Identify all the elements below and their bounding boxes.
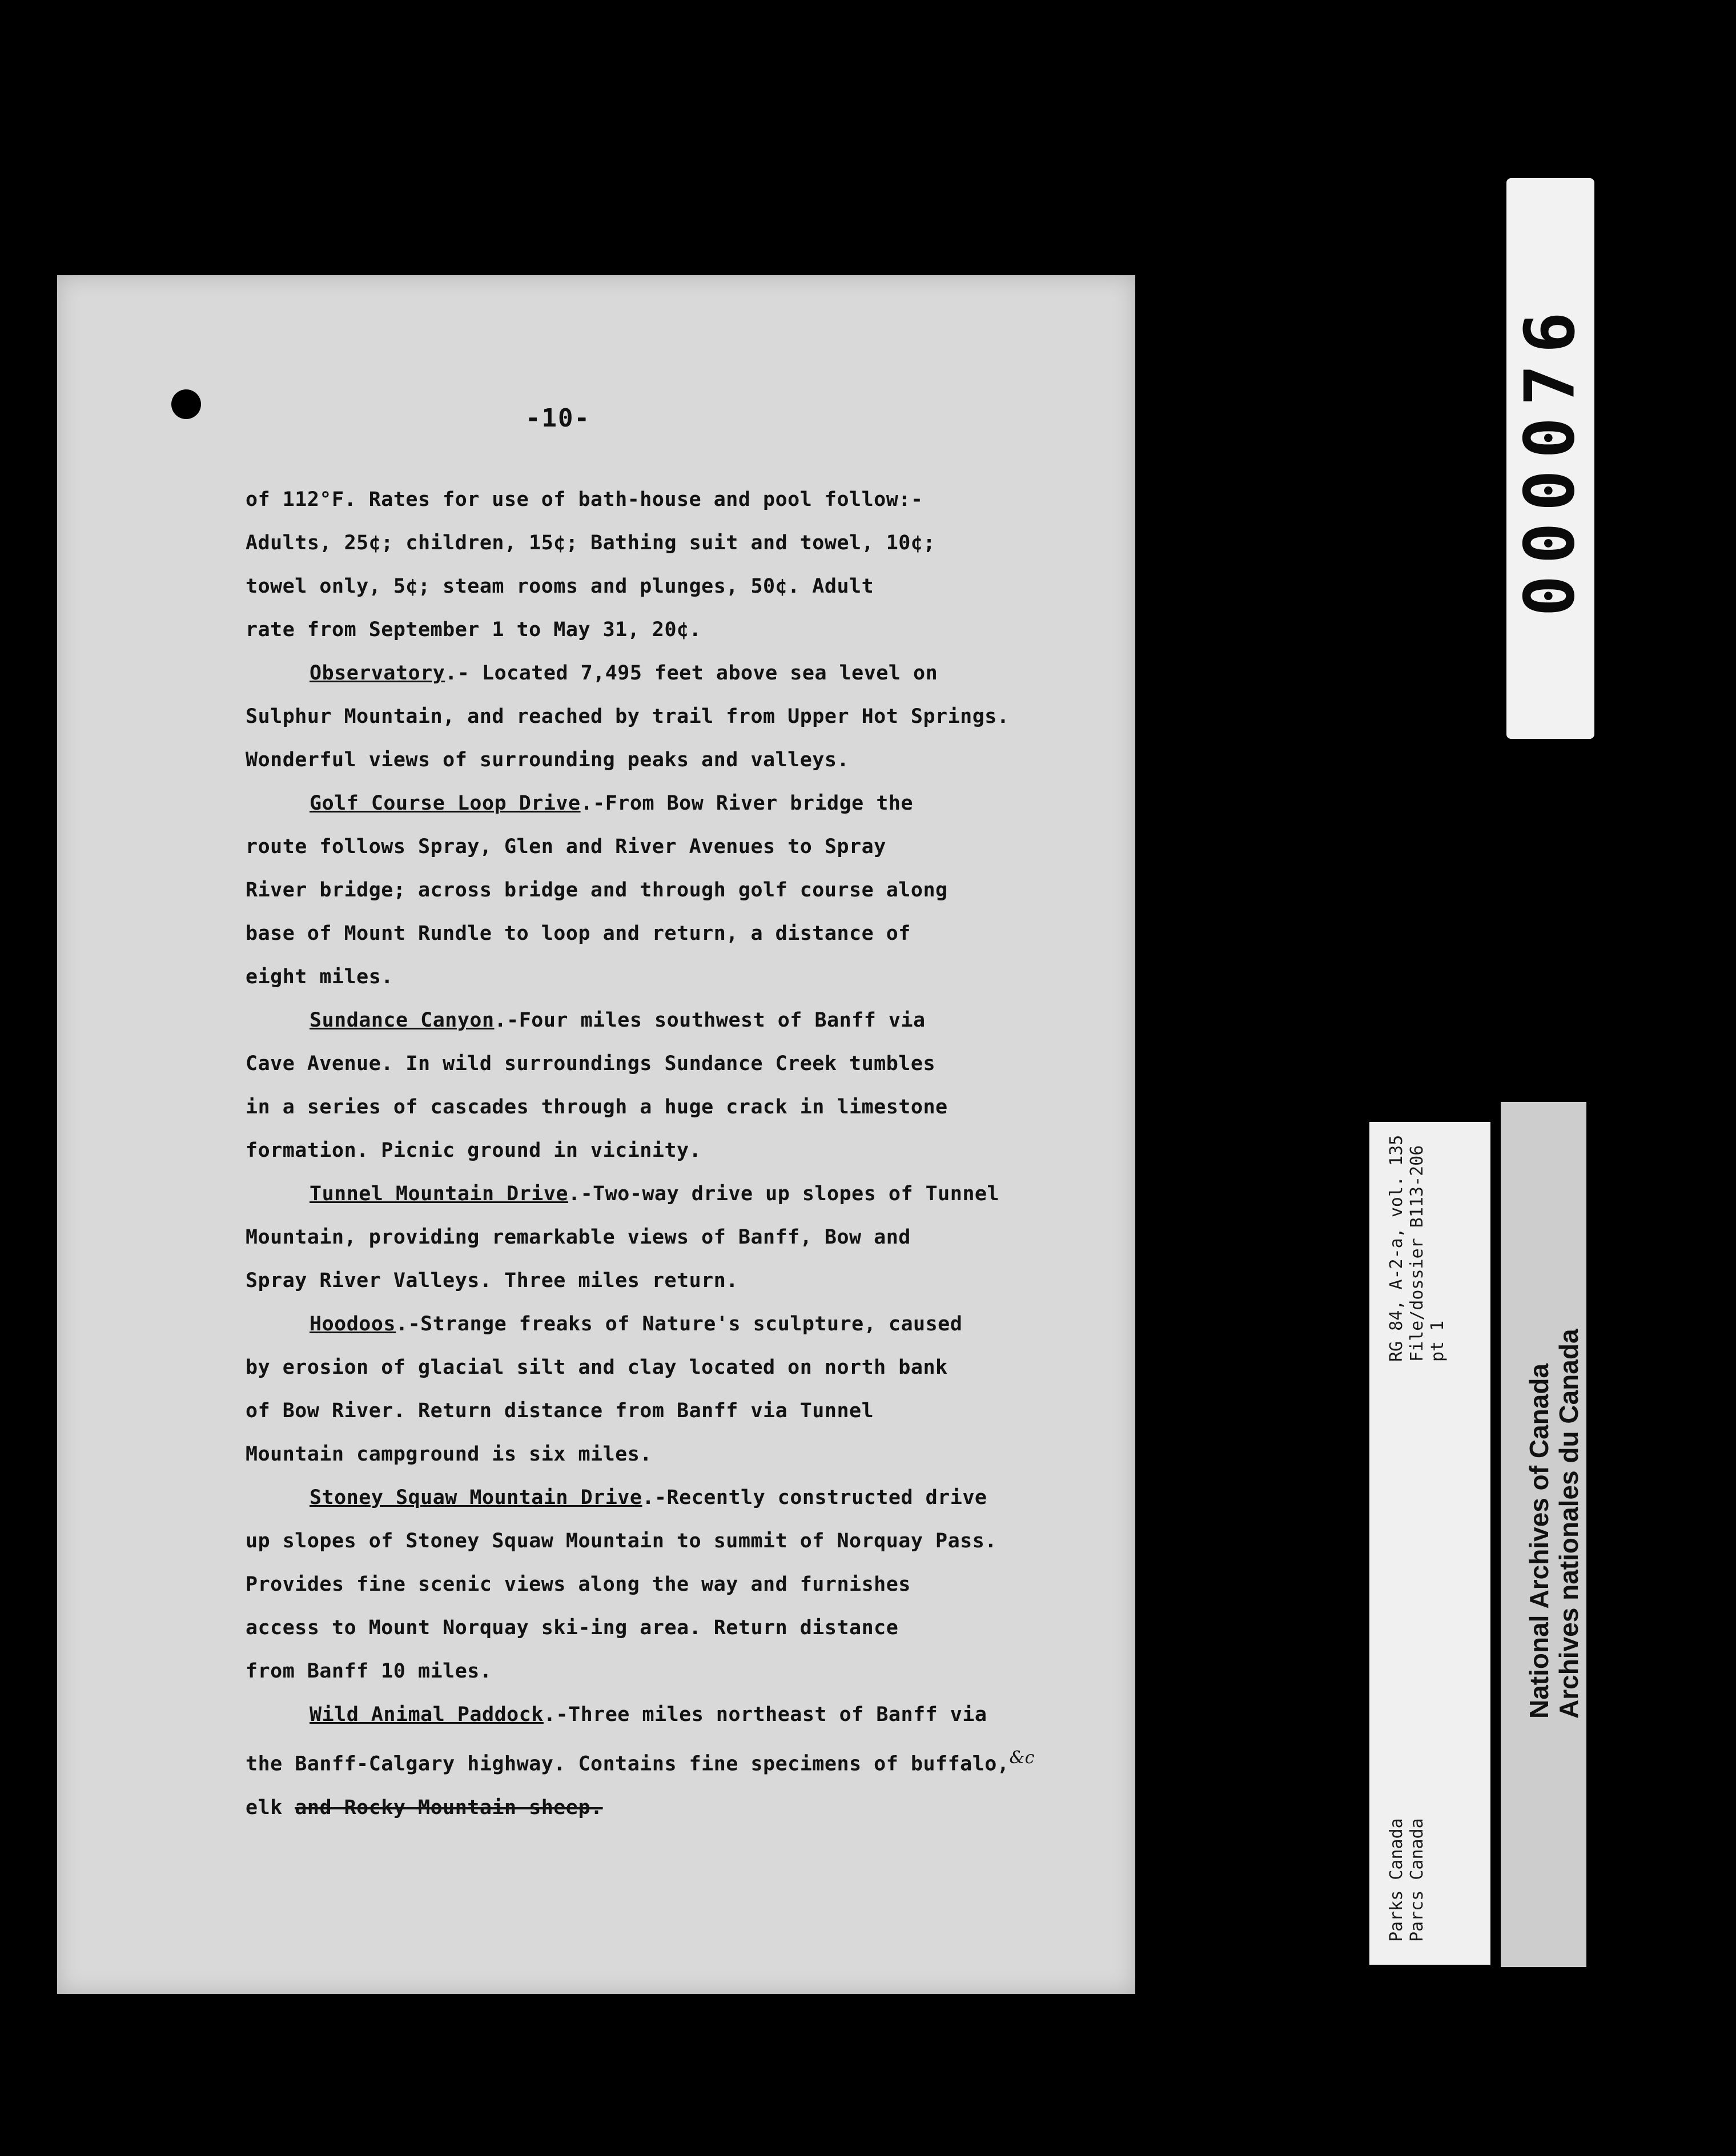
line: formation. Picnic ground in vicinity. (246, 1139, 702, 1162)
line: access to Mount Norquay ski-ing area. Return distance (246, 1616, 899, 1639)
line: Cave Avenue. In wild surroundings Sundance Creek tumbles (246, 1052, 936, 1075)
entry-heading: Stoney Squaw Mountain Drive (310, 1486, 642, 1509)
paragraph-bath-rates (246, 478, 1114, 651)
line: Mountain, providing remarkable views of Banff, Bow and (246, 1226, 911, 1249)
line: .-Two-way drive up slopes of Tunnel (568, 1182, 1000, 1205)
line: by erosion of glacial silt and clay located on north bank (246, 1356, 948, 1379)
paragraph-tunnel-mountain-drive (246, 1172, 1114, 1302)
line: towel only, 5¢; steam rooms and plunges, 50¢. Adult (246, 575, 874, 598)
line: of 112°F. Rates for use of bath-house and pool follow:- (246, 488, 923, 511)
line: from Banff 10 miles. (246, 1660, 492, 1683)
entry-heading: Observatory (310, 662, 445, 685)
reference-line: RG 84, A-2-a, vol. 135 (1387, 1135, 1407, 1362)
line: base of Mount Rundle to loop and return, a distance of (246, 922, 911, 945)
paragraph-observatory (246, 651, 1114, 782)
entry-heading: Tunnel Mountain Drive (310, 1182, 569, 1205)
entry-heading: Wild Animal Paddock (310, 1703, 544, 1726)
paragraph-stoney-squaw-mountain-drive (246, 1476, 1114, 1693)
agency-line: Parcs Canada (1407, 1818, 1427, 1942)
handwritten-annotation: &c (1009, 1748, 1035, 1768)
archives-line: National Archives of Canada (1524, 1363, 1554, 1719)
line: .- Located 7,495 feet above sea level on (445, 662, 938, 685)
paragraph-golf-course-loop-drive (246, 782, 1114, 999)
line: route follows Spray, Glen and River Avenues to Spray (246, 835, 886, 858)
archives-label-strip (1501, 1102, 1586, 1967)
line: .-Four miles southwest of Banff via (494, 1009, 926, 1032)
line: rate from September 1 to May 31, 20¢. (246, 618, 702, 641)
agency-lines (1387, 1771, 1461, 1942)
line: eight miles. (246, 966, 393, 988)
typed-page (57, 275, 1135, 1994)
punch-hole (171, 389, 201, 419)
line: Mountain campground is six miles. (246, 1443, 652, 1466)
archives-line: Archives nationales du Canada (1554, 1329, 1584, 1719)
entry-heading: Sundance Canyon (310, 1009, 495, 1032)
reference-lines (1387, 1133, 1461, 1362)
frame-number: 000076 (1510, 300, 1590, 617)
page-number: -10- (525, 404, 590, 433)
reference-label-strip (1369, 1122, 1490, 1965)
body-text (246, 478, 1114, 1829)
entry-heading: Golf Course Loop Drive (310, 792, 581, 815)
paragraph-sundance-canyon (246, 999, 1114, 1172)
paragraph-wild-animal-paddock (246, 1693, 1114, 1829)
line: Sulphur Mountain, and reached by trail from Upper Hot Springs. (246, 705, 1010, 728)
entry-heading: Hoodoos (310, 1313, 396, 1336)
agency-line: Parks Canada (1387, 1818, 1407, 1942)
line: up slopes of Stoney Squaw Mountain to summit of Norquay Pass. (246, 1530, 997, 1552)
line: Spray River Valleys. Three miles return. (246, 1269, 738, 1292)
frame-number-strip (1506, 178, 1594, 739)
paragraph-hoodoos (246, 1302, 1114, 1476)
line: Provides fine scenic views along the way and furnishes (246, 1573, 911, 1596)
line: elk (246, 1796, 283, 1819)
line: of Bow River. Return distance from Banff via Tunnel (246, 1399, 874, 1422)
reference-line: pt 1 (1428, 1320, 1448, 1362)
line: in a series of cascades through a huge crack in limestone (246, 1096, 948, 1119)
line: the Banff-Calgary highway. Contains fine specimens of buffalo, (246, 1752, 1010, 1776)
line: .-From Bow River bridge the (580, 792, 914, 815)
line: Wonderful views of surrounding peaks and valleys. (246, 749, 850, 771)
line: .-Three miles northeast of Banff via (543, 1703, 987, 1726)
line: River bridge; across bridge and through golf course along (246, 879, 948, 902)
struck-out-text: and Rocky Mountain sheep. (295, 1796, 603, 1819)
reference-line: File/dossier B113-206 (1407, 1145, 1427, 1362)
line: .-Strange freaks of Nature's sculpture, caused (396, 1313, 963, 1336)
line: .-Recently constructed drive (642, 1486, 987, 1509)
line: Adults, 25¢; children, 15¢; Bathing suit and towel, 10¢; (246, 532, 936, 554)
